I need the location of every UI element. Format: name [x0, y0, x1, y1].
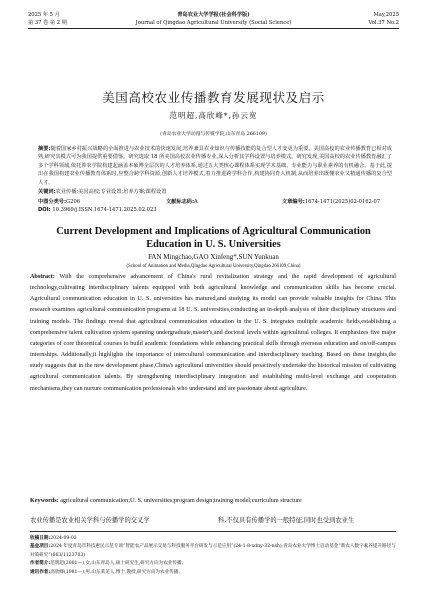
clc-label: 中图分类号:	[38, 199, 67, 205]
article-title-en: Current Development and Implications of Agricultural Communication Education in U. S. Universities	[56, 226, 371, 250]
abstract-en	[30, 272, 396, 395]
doi-line	[38, 206, 392, 214]
header-rule	[28, 28, 399, 29]
journal-name-cn: 青岛农业大学学报(社会科学版)	[177, 12, 250, 18]
author-label: 作者简介:	[30, 561, 51, 567]
fund-value: 2024 年度青岛市科技惠民示范专项“智能农产品展示交易与科技服务平台研发与示范应用”(24-1-8-xdny-32-nsh);青岛农业大学博士启动基金“新农人数字素养提升路径与对策研究”(663/1123703)	[30, 544, 396, 558]
doi-label: DOI:	[38, 207, 51, 213]
doc-label: 文献标志码:	[166, 199, 195, 205]
footnote-fund	[30, 543, 396, 560]
corresponding-value: 高欣峰(1981—),男,山东莱芜人,博士,教授,研究方向为农业传播。	[50, 569, 184, 575]
document-code	[166, 198, 198, 206]
footnote-received	[30, 535, 396, 543]
article-title-cn: 美国高校农业传播教育发展现状及启示	[102, 90, 325, 105]
article-label: 文章编号:	[282, 199, 305, 205]
footnote-corresponding	[30, 569, 396, 577]
abstract-cn-label: 摘要:	[38, 146, 51, 152]
fund-label: 基金项目:	[30, 544, 51, 550]
abstract-en-text: With the comprehensive advancement of China's rural revitalization strategy and the rapid development of agricultural technology,cultivating interdisciplinary talents equipped with both agricultural knowledge and communication skills has become crucial. Agricultural communication education in U. S. universities has matured,and studying its model can provide valuable insights for China. This research examines agricultural communication programs at 18 U. S. universities,conducting an in-depth analysis of their disciplinary structures and training models. The findings reveal that agricultural communication education in the U. S. integrates multiple academic fields,establishing a comprehensive talent cultivation system spanning undergraduate,master's,and doctoral levels within agricultural colleges. It emphasizes five major categories of core theoretical courses to build academic foundations while enhancing practical skills through overseas education and on/off-campus internships. Additionally,it highlights the importance of intercultural communication and interdisciplinary teaching. Based on these insights,the study suggests that in the new development phase,China's agricultural universities should proactively undertake the historical mission of cultivating agricultural communication talents. By strengthening interdisciplinary integration and establishing multi-level exchange and cooperation mechanisms,they can nurture communication professionals who understand and are passionate about agriculture.	[30, 274, 396, 392]
keywords-cn	[38, 188, 392, 196]
corresponding-label: 通讯作者:	[30, 569, 51, 575]
header-volume-cn: 第 37 卷 第 2 期	[28, 20, 67, 26]
keywords-en-text: agricultural communication;U. S. universities;program design;training model;curriculum structure	[60, 498, 302, 504]
body-column-left: 农业传播是农业相关学科与传播学的交叉学	[30, 517, 150, 524]
author-value: 范明超(2001—),女,山东青岛人,硕士研究生,研究方向为农业传播。	[50, 561, 187, 567]
header-date-en: May,2025	[373, 12, 399, 18]
received-label: 收稿日期:	[30, 536, 51, 541]
header-right	[369, 11, 399, 27]
abstract-en-label: Abstract:	[30, 274, 55, 280]
doc-value: A	[194, 199, 198, 205]
clc-number	[38, 198, 80, 206]
footnote-rule	[30, 531, 396, 532]
affiliation-en: (School of Animation and Media,Qingdao Agricultural University,Qingdao 266109,China)	[126, 264, 301, 269]
authors-cn: 范明超,高欣峰*,孙云宽	[169, 111, 258, 120]
journal-name-en: Journal of Qingdao Agricultural University (Social Science)	[135, 20, 292, 26]
keywords-cn-label: 关键词:	[38, 189, 56, 195]
article-value: 1674-1471(2025)02-0162-07	[304, 199, 381, 205]
authors-en: FAN Mingchao,GAO Xinfeng*,SUN Yunkuan	[148, 253, 279, 261]
affiliation-cn: (青岛农业大学动漫与传媒学院,山东青岛 266109)	[160, 132, 267, 137]
article-number	[282, 198, 380, 206]
body-column-right: 科,不仅具有传播学的一般特征,同时也受到农业生	[218, 517, 355, 524]
footnotes	[30, 535, 396, 577]
header-volume-en: Vol.37 No.2	[368, 20, 399, 26]
header-date-cn: 2025 年 5 月	[28, 12, 60, 18]
header-center	[28, 11, 399, 27]
abstract-cn	[38, 145, 392, 187]
clc-value: G206	[66, 199, 81, 205]
keywords-en-label: Keywords:	[30, 498, 59, 504]
keywords-en	[30, 497, 396, 506]
doi-value: 10.3969/j.ISSN.1674-1471.2025.02.023	[52, 207, 157, 213]
abstract-cn-text: 随着国家乡村振兴战略的全面推进与农业技术的快速发展,培养兼具农业知识与传播技能的复合型人才变更为重要。美国高校的农业传播教育已相对成熟,研究其模式可为我国提供重要借鉴。研究选取 18 所美国高校农业传播专业,深入分析其学科设置与培养模式。研究发现,美国高校的农业传播教育融汇了多个学科领域,依托涉农学院构建起涵盖本硕博全层次的人才培养体系,通过五大类核心课程体系实现学术基础、专业能力与职业素养的有机融合。基于此,提出在我国构建农业传播教育体系时,应整合跨学科资源,创新人才培养模式,着力推进跨学科合作,构建协同育人机制,从而培养出既懂农业又精通传播的复合型人才。	[38, 146, 392, 186]
received-value: 2024-09-02	[50, 536, 77, 541]
keywords-cn-text: 农业传播;美国高校;专业设置;培养方案;课程设置	[55, 189, 167, 195]
footnote-author	[30, 560, 396, 568]
